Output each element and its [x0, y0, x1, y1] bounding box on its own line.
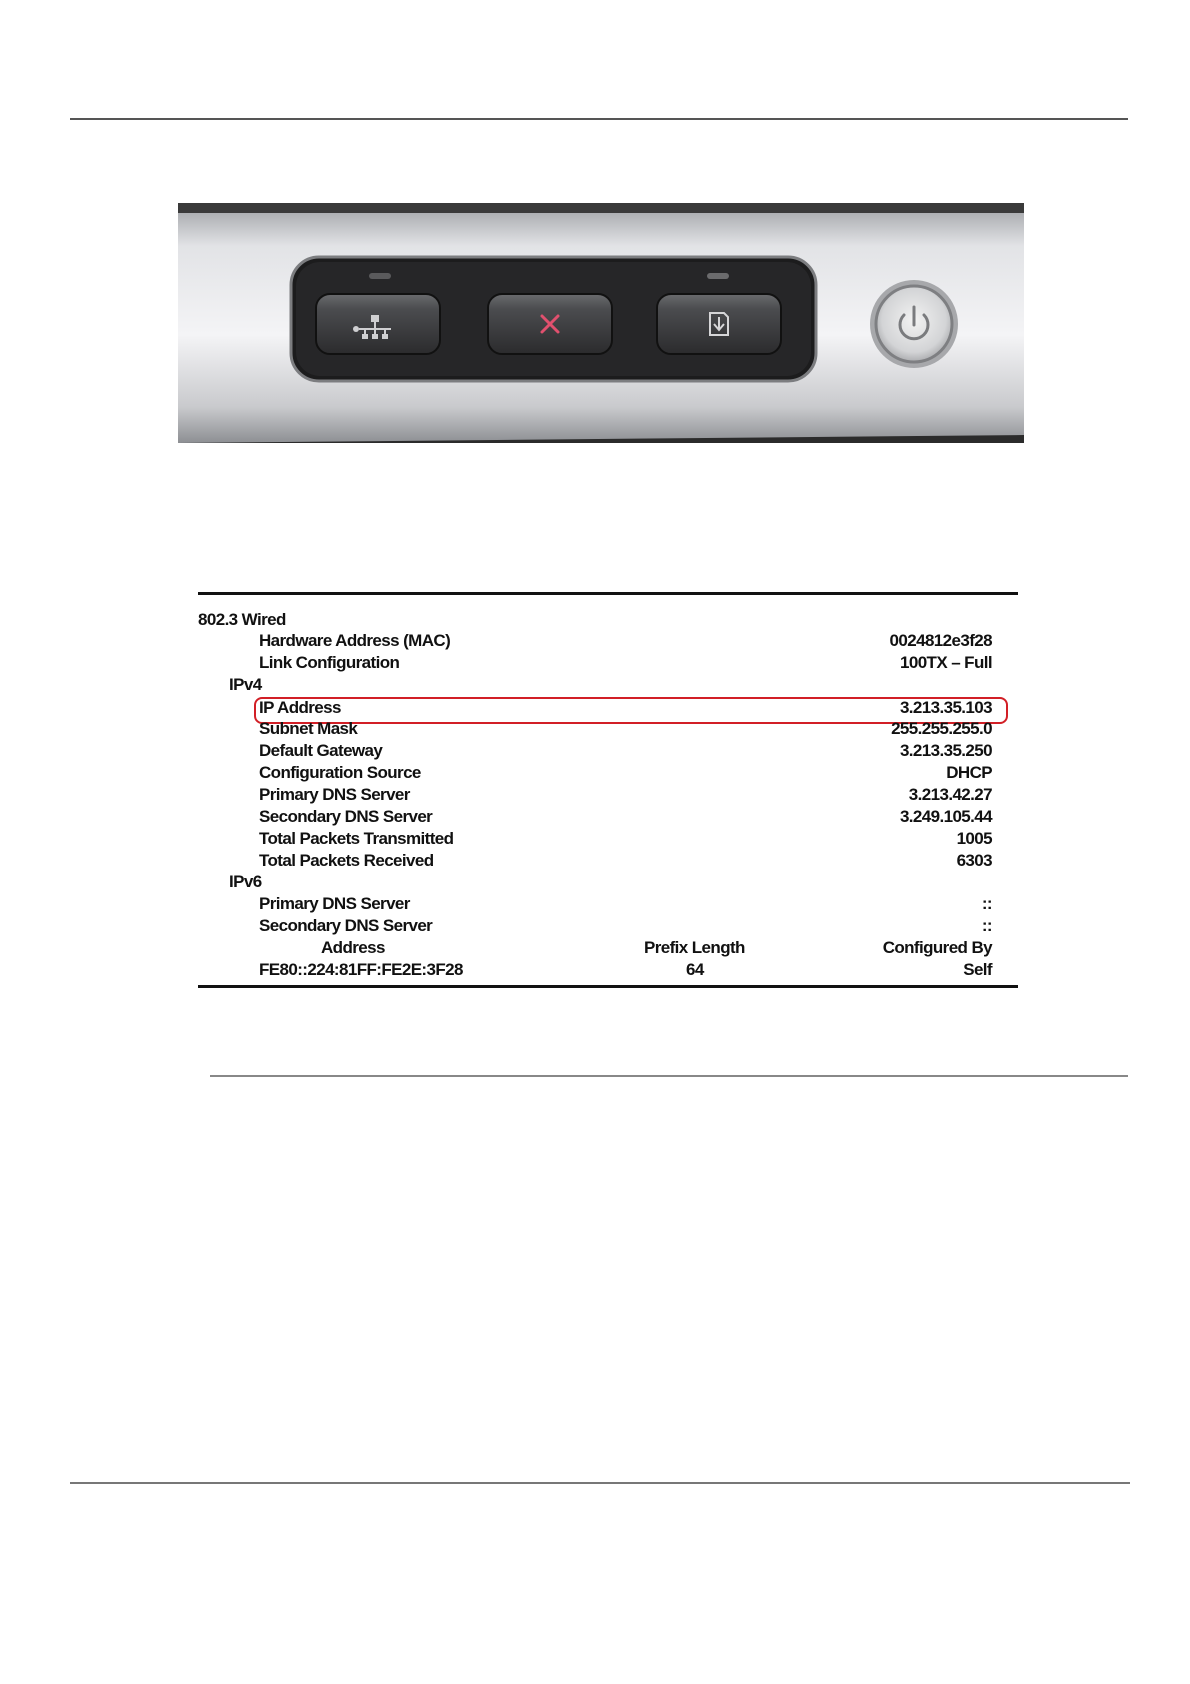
row-label: Link Configuration — [259, 653, 400, 672]
top-border — [198, 592, 1018, 595]
config-row-packets-transmitted — [198, 828, 992, 850]
config-row-subnet-mask — [198, 718, 992, 740]
row-value: :: — [981, 894, 992, 913]
row-label: Primary DNS Server — [259, 894, 410, 913]
ipv4-heading: IPv4 — [229, 675, 262, 694]
ipv6-heading: IPv6 — [229, 872, 262, 891]
row-label: Secondary DNS Server — [259, 807, 433, 826]
row-value: DHCP — [946, 763, 992, 782]
row-label: Configuration Source — [259, 763, 421, 782]
row-value: 1005 — [956, 829, 992, 848]
row-label: Hardware Address (MAC) — [259, 631, 451, 650]
header-rule — [70, 118, 1128, 120]
config-row-packets-received — [198, 850, 992, 872]
row-label: Subnet Mask — [259, 719, 358, 738]
config-row-hardware-address — [198, 630, 992, 652]
ipv6-col-address-header: Address — [321, 938, 385, 957]
network-configuration-printout — [198, 590, 1018, 988]
row-label: Secondary DNS Server — [259, 916, 433, 935]
config-row-link-configuration — [198, 652, 992, 674]
control-panel-photo — [178, 203, 1024, 443]
resume-led — [707, 273, 729, 279]
config-row-secondary-dns — [198, 806, 992, 828]
config-row-ip-address — [198, 697, 992, 719]
cancel-button[interactable] — [488, 294, 612, 354]
config-row-default-gateway — [198, 740, 992, 762]
row-value: 0024812e3f28 — [889, 631, 992, 650]
ipv6-address-cell: FE80::224:81FF:FE2E:3F28 — [259, 960, 463, 979]
row-label: Default Gateway — [259, 741, 383, 760]
row-value: 3.213.35.103 — [899, 698, 992, 717]
row-value: :: — [981, 916, 992, 935]
row-value: 3.213.35.250 — [899, 741, 992, 760]
power-button[interactable] — [870, 280, 958, 368]
row-label: Total Packets Received — [259, 851, 434, 870]
bottom-border — [198, 985, 1018, 988]
row-label: IP Address — [259, 698, 341, 717]
config-row-primary-dns-v6 — [198, 893, 992, 915]
row-value: 6303 — [956, 851, 992, 870]
section-title: 802.3 Wired — [198, 610, 286, 629]
row-label: Total Packets Transmitted — [259, 829, 454, 848]
row-value: 255.255.255.0 — [891, 719, 992, 738]
section-rule — [210, 1075, 1128, 1077]
row-value: 3.249.105.44 — [899, 807, 992, 826]
config-row-configuration-source — [198, 762, 992, 784]
footer-rule — [70, 1482, 1130, 1484]
row-label: Primary DNS Server — [259, 785, 410, 804]
row-value: 3.213.42.27 — [908, 785, 992, 804]
network-button[interactable] — [316, 294, 440, 354]
ipv6-col-prefix-header: Prefix Length — [644, 938, 745, 957]
ipv6-configured-cell: Self — [963, 960, 992, 979]
ipv6-prefix-cell: 64 — [686, 960, 704, 979]
resume-button[interactable] — [657, 294, 781, 354]
network-led — [369, 273, 391, 279]
config-row-primary-dns — [198, 784, 992, 806]
ipv6-col-configured-header: Configured By — [882, 938, 992, 957]
row-value: 100TX – Full — [899, 653, 992, 672]
config-row-secondary-dns-v6 — [198, 915, 992, 937]
